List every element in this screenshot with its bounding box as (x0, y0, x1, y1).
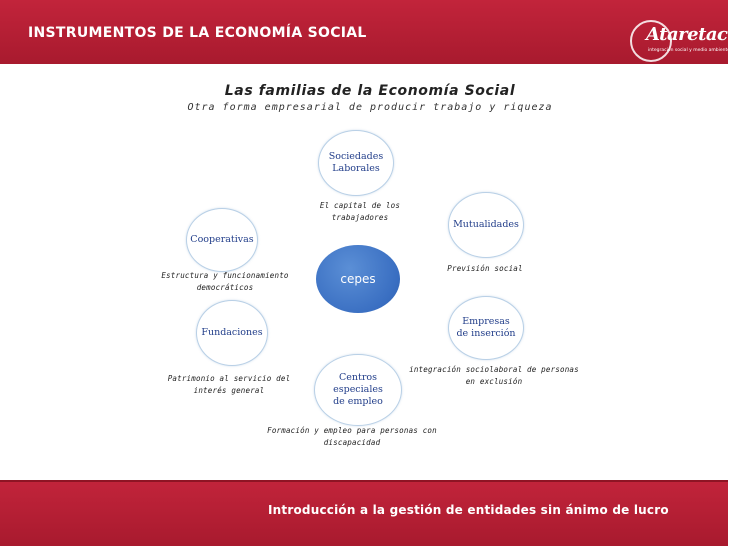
node-label: Empresas de inserción (456, 316, 516, 339)
node-empresas-insercion (448, 296, 524, 360)
node-centros-especiales (314, 354, 402, 426)
node-caption: Patrimonio al servicio del interés general (167, 374, 291, 395)
node-caption: Formación y empleo para personas con discapacidad (267, 426, 437, 447)
node-fundaciones (196, 300, 268, 366)
page-title: INSTRUMENTOS DE LA ECONOMÍA SOCIAL (28, 25, 367, 41)
brand-logo (628, 18, 739, 64)
node-sociedades-laborales (318, 130, 394, 196)
node-label: Mutualidades (453, 219, 519, 231)
node-label: Fundaciones (201, 327, 263, 339)
node-caption: integración sociolaboral de personas en exclusión (409, 365, 579, 386)
node-mutualidades (448, 192, 524, 258)
diagram-title: Las familias de la Economía Social (224, 83, 516, 99)
diagram-subtitle: Otra forma empresarial de producir trabajo y riqueza (187, 102, 553, 113)
center-node (316, 245, 400, 313)
node-caption: Estructura y funcionamiento democráticos (161, 271, 289, 292)
node-label: Sociedades Laborales (328, 151, 384, 174)
footer-divider (0, 480, 728, 482)
node-label: Centros especiales de empleo (333, 372, 383, 407)
node-cooperativas (186, 208, 258, 272)
logo-wordmark: Ataretaco (646, 24, 739, 45)
center-node-label: cepes (340, 272, 376, 286)
logo-tagline: integración social y medio ambiente (648, 48, 731, 53)
node-caption: El capital de los trabajadores (319, 201, 401, 222)
node-label: Cooperativas (190, 234, 254, 246)
node-caption: Previsión social (447, 264, 523, 273)
footer-text: Introducción a la gestión de entidades sin ánimo de lucro (268, 503, 669, 517)
